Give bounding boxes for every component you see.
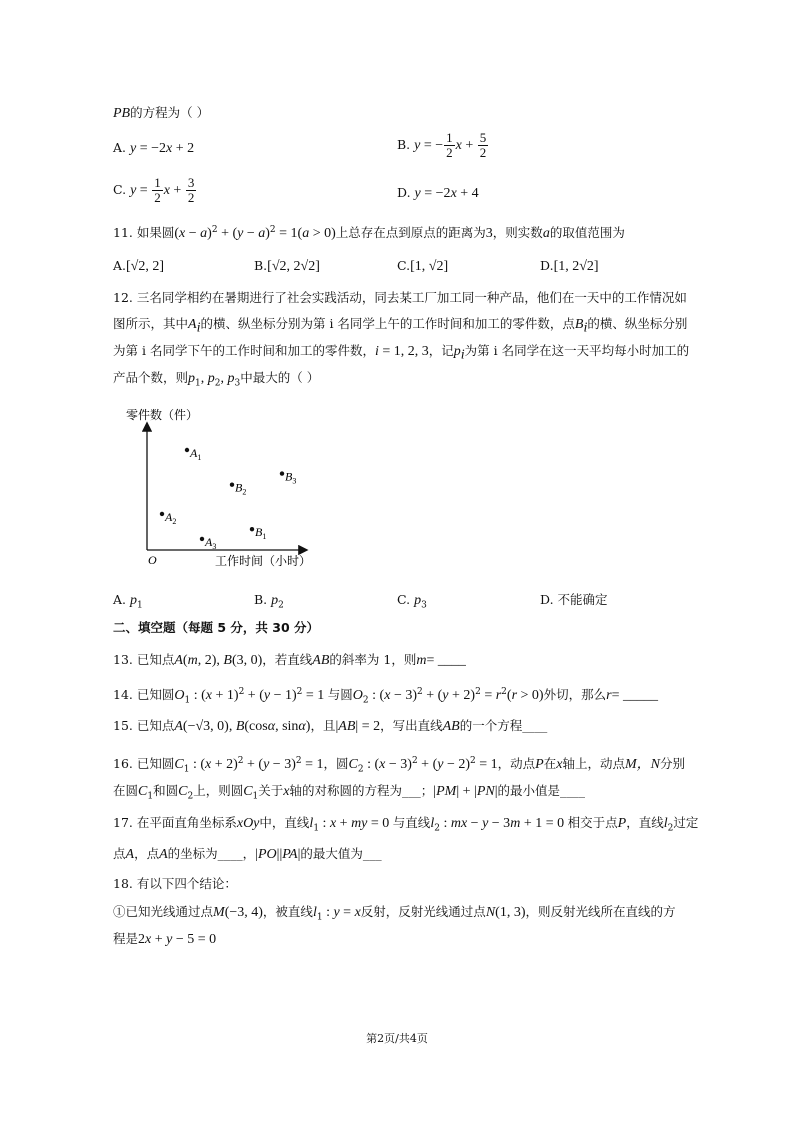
point-b2 (230, 483, 234, 487)
q12-line1: 12. 三名同学相约在暑期进行了社会实践活动，同去某工厂加工同一种产品，他们在一天中的工作情况如 (113, 290, 687, 305)
q15: 15. 已知点A(−√3, 0), B(cosα, sinα)，且|AB| = 2，写出直线AB的一个方程____ (113, 718, 548, 734)
q10-option-c[interactable]: C. y = $\frac{1}{2}$ x + $\frac{3}{2}$ (113, 175, 195, 205)
point-a2 (160, 512, 164, 516)
point-a3 (200, 537, 204, 541)
q12-scatter-chart (118, 402, 318, 572)
page-footer: 第2页/共4页 (366, 1032, 428, 1045)
q10-stem: PB的方程为（ ） (113, 105, 210, 121)
q16-line2: 在圆$C_1$和圆$C_2$上，则圆$C_1$关于x轴的对称圆的方程为___；|PM| + |PN|的最小值是____ (113, 783, 586, 802)
q12-line4: 产品个数，则$p_1$, $p_2$, $p_3$中最大的（ ） (113, 370, 320, 389)
origin-label: O (148, 553, 157, 567)
q12-line2: 图所示，其中$A_i$的横、纵坐标分别为第 i 名同学上午的工作时间和加工的零件数，点$B_i$的横、纵坐标分别 (113, 316, 688, 336)
q13: 13. 已知点A(m, 2), B(3, 0)，若直线AB的斜率为 1，则m= ____ (113, 652, 466, 668)
point-label-a3: $A_3$ (205, 534, 217, 551)
point-label-b3: $B_3$ (285, 469, 297, 486)
q11-option-b[interactable]: B.[√2, 2√2] (254, 258, 320, 274)
section-title-fill-in: 二、填空题（每题 5 分，共 30 分） (113, 620, 320, 635)
point-b1 (250, 527, 254, 531)
q17-line2: 点A，点A的坐标为____，|PO||PA|的最大值为___ (113, 846, 382, 862)
point-label-b2: $B_2$ (235, 480, 247, 497)
point-a1 (185, 448, 189, 452)
point-b3 (280, 471, 284, 475)
q12-option-b[interactable]: B. $p_2$ (254, 592, 284, 611)
y-axis-label: 零件数（件） (126, 408, 199, 422)
q12-option-c[interactable]: C. $p_3$ (397, 592, 427, 611)
q11-stem: 11. 如果圆$(x - a)^2 + (y - a)^2 = 1(a > 0)$上总存在点到原点的距离为3，则实数a的取值范围为 (113, 225, 625, 242)
q18-item1-line2: 程是2x + y − 5 = 0 (113, 931, 217, 947)
q12-line3: 为第 i 名同学下午的工作时间和加工的零件数，i = 1, 2, 3，记$p_i$为第 i 名同学在这一天平均每小时加工的 (113, 343, 690, 363)
q11-option-d[interactable]: D.[1, 2√2] (540, 258, 599, 274)
q11-option-a[interactable]: A.[√2, 2] (113, 258, 165, 274)
point-label-a1: $A_1$ (190, 446, 202, 462)
x-axis-label: 工作时间（小时） (215, 554, 312, 568)
q10-option-b[interactable]: B. y = − $\frac{1}{2}$ x + $\frac{5}{2}$ (397, 130, 487, 160)
point-label-a2: $A_2$ (165, 509, 177, 526)
q10-option-a[interactable]: A. y = −2x + 2 (113, 140, 195, 156)
q11-option-c[interactable]: C.[1, √2] (397, 258, 449, 274)
q17-line1: 17. 在平面直角坐标系xOy中，直线$l_1$ : x + my = 0 与直线$l_2$ : mx − y − 3m + 1 = 0 相交于点P，直线$l_2$过定 (113, 815, 699, 834)
q18-title: 18. 有以下四个结论： (113, 876, 237, 891)
q18-item1-line1: ①已知光线通过点M(−3, 4)，被直线$l_1$ : y = x反射，反射光线通过点N(1, 3)，则反射光线所在直线的方 (113, 904, 676, 923)
point-label-b1: $B_1$ (255, 525, 267, 542)
q12-option-a[interactable]: A. $p_1$ (113, 592, 143, 611)
q16-line1: 16. 已知圆$C_1$ : $(x + 2)^2 + (y - 3)^2 = 1$，圆$C_2$ : $(x - 3)^2 + (y - 2)^2 = 1$，动点P在x轴上，动点M，N分别 (113, 756, 685, 775)
q12-option-d[interactable]: D. 不能确定 (540, 592, 608, 607)
q14: 14. 已知圆$O_1$ : $(x + 1)^2 + (y - 1)^2 = 1$ 与圆$O_2$ : $(x - 3)^2 + (y + 2)^2 = r^2(r > 0)$外切，那么r= _____ (113, 687, 658, 706)
q10-option-d[interactable]: D. y = −2x + 4 (397, 185, 479, 201)
